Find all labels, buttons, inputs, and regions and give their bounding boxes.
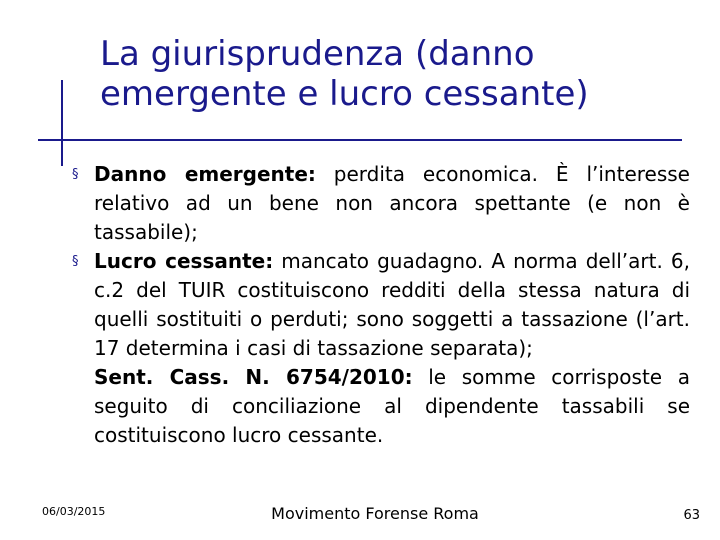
citation-term: Sent. Cass. N. 6754/2010: bbox=[94, 365, 413, 389]
bullet-description: perdita economica. È l’interesse relativo ad un bene non ancora spettante (e non è tassabile); bbox=[94, 162, 690, 244]
bullet-description: mancato guadagno. A norma dell’art. 6, c.2 del TUIR costituiscono redditi della stessa natura di quelli sostituiti o perduti; sono soggetti a tassazione (l’art. 17 determina i casi di tassazione separata); bbox=[94, 249, 690, 360]
footer-date: 06/03/2015 bbox=[42, 505, 106, 518]
title-vertical-rule bbox=[61, 80, 63, 166]
bullet-item bbox=[72, 247, 690, 363]
bullet-text bbox=[94, 160, 690, 247]
slide-title bbox=[100, 34, 700, 114]
title-line-2: emergente e lucro cessante) bbox=[100, 74, 589, 114]
bullet-icon: § bbox=[72, 167, 79, 182]
slide-body bbox=[72, 160, 690, 450]
page-number: 63 bbox=[683, 508, 700, 523]
title-line-1: La giurisprudenza (danno bbox=[100, 34, 535, 74]
citation-paragraph bbox=[72, 363, 690, 450]
footer-organization: Movimento Forense Roma bbox=[271, 504, 479, 523]
bullet-term: Lucro cessante: bbox=[94, 249, 274, 273]
bullet-text bbox=[94, 247, 690, 363]
title-underline bbox=[38, 139, 682, 141]
citation-description: le somme corrisposte a seguito di conciliazione al dipendente tassabili se costituiscono lucro cessante. bbox=[94, 365, 690, 447]
bullet-icon: § bbox=[72, 254, 79, 269]
citation-text bbox=[94, 363, 690, 450]
bullet-term: Danno emergente: bbox=[94, 162, 316, 186]
bullet-item bbox=[72, 160, 690, 247]
